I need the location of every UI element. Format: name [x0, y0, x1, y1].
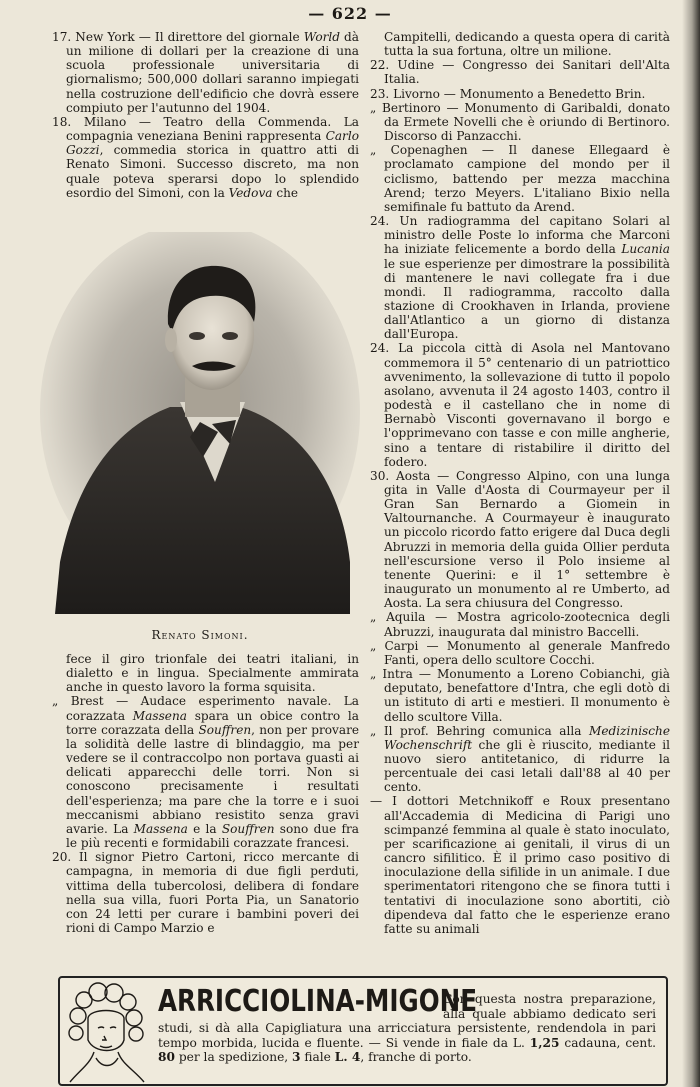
chronicle-entry: 24. La piccola città di Asola nel Mantovano commemora il 5° centenario di un patriottico avvenimento, la sollevazione di tutto il popolo asolano, avvenuta il 24 agosto 1403, contro il podestà e il castellano che in nome di Bernabò Visconti governavano il borgo e l'opprimevano con tasse e con mille angherie, sino a tentare di ristabilire il diritto del fodero. — [370, 341, 670, 469]
chronicle-entry: „ Il prof. Behring comunica alla Medizinische Wochenschrift che gli è riuscito, mediante il nuovo siero antitetanico, di ridurre la percentuale dei casi letali dall'88 al 40 per cento. — [370, 723, 670, 795]
chronicle-entry: 30. Aosta — Congresso Alpino, con una lunga gita in Valle d'Aosta di Courmayeur per il Gran San Bernardo a Giomein in Valtournanche. A Courmayeur è inaugurato un piccolo ricordo fatto erigere dal Duca degli Abruzzi in memoria della guida Ollier perduta nell'escursione verso il Polo insieme al tenente Querini: e il 1° settembre è inaugurato un monumento al re Umberto, ad Aosta. La sera chiusura del Congresso. — [370, 468, 670, 611]
chronicle-entry: „ Aquila — Mostra agricolo-zootecnica degli Abruzzi, inaugurata dal ministro Baccelli. — [370, 610, 670, 639]
chronicle-entry: Campitelli, dedicando a questa opera di carità tutta la sua fortuna, oltre un milione. — [384, 30, 670, 59]
ad-body-text — [158, 992, 656, 1065]
chronicle-entry: „ Brest — Audace esperimento navale. La corazzata Massena spara un obice contro la torre corazzata della Souffren, non per provare la solidità delle lastre di blindaggio, ma per vedere se il contraccolpo non portava guasti ai delicati apparecchi delle torri. Non si conoscono precisamente i resultati dell'esperienza; ma pare che la torre e i suoi meccanismi abbiano resistito senza gravi avarie. La Massena e la Souffren sono due fra le più recenti e formidabili corazzate francesi. — [52, 694, 360, 851]
portrait-caption: Renato Simoni. — [151, 628, 249, 642]
left-column-top — [52, 30, 359, 200]
woman-portrait-illustration — [60, 978, 152, 1084]
page-number: — 622 — — [308, 4, 392, 23]
chronicle-entry: „ Bertinoro — Monumento di Garibaldi, donato da Ermete Novelli che è oriundo di Bertinoro. Discorso di Panzacchi. — [370, 100, 670, 144]
ad-brand-name: ARRICCIOLINA-MIGONE — [158, 984, 478, 1019]
page-binding-shadow — [682, 0, 700, 1087]
chronicle-entry: 18. Milano — Teatro della Commenda. La compagnia veneziana Benini rappresenta Carlo Gozzi, commedia storica in quattro atti di Renato Simoni. Successo discreto, ma non quale poteva sperarsi dopo lo splendido esordio del Simoni, con la Vedova che — [52, 114, 359, 200]
chronicle-entry: — I dottori Metchnikoff e Roux presentano all'Accademia di Medicina di Parigi uno scimpanzé femmina al quale è stato inoculato, per scarificazione ai genitali, il virus di un cancro sifilitico. È il primo caso positivo di inoculazione della sifilide in un animale. I due sperimentatori ritengono che se finora tutti i tentativi di inoculazione sono abortiti, ciò dipendeva dal fatto che le esperienze erano fatte su animali — [370, 794, 670, 936]
advertisement — [58, 976, 668, 1086]
right-column — [370, 30, 670, 936]
chronicle-entry: „ Carpi — Monumento al generale Manfredo Fanti, opera dello scultore Cocchi. — [370, 638, 670, 667]
chronicle-entry: 23. Livorno — Monumento a Benedetto Brin. — [370, 86, 646, 101]
chronicle-entry: 20. Il signor Pietro Cartoni, ricco mercante di campagna, in memoria di due figli perduti, vittima della tubercolosi, delibera di fondare nella sua villa, fuori Porta Pia, un Sanatorio con 24 letti per curare i bambini poveri dei rioni di Campo Marzio e — [52, 850, 359, 935]
chronicle-entry: fece il giro trionfale dei teatri italiani, in dialetto e in lingua. Specialmente ammirata anche in questo lavoro la forma squisita. — [66, 652, 359, 695]
ad-copy: Con questa nostra preparazione, alla quale abbiamo dedicato seri studi, si dà alla Capigliatura una arricciatura persistente, rendendola in pari tempo morbida, lucida e fluente. — Si vende in fiale da L. 1,25 cadauna, cent. 80 per la spedizione, 3 fiale L. 4, franche di porto. — [158, 992, 657, 1064]
chronicle-entry: 17. New York — Il direttore del giornale World dà un milione di dollari per la creazione di una scuola professionale universitaria di giornalismo; 500,000 dollari saranno impiegati nella costruzione dell'edificio che dovrà essere compiuto per l'autunno del 1904. — [52, 30, 359, 115]
chronicle-entry: „ Intra — Monumento a Loreno Cobianchi, già deputato, benefattore d'Intra, che egli dotò di un istituto di arti e mestieri. Il monumento è dello scultore Villa. — [370, 667, 670, 724]
chronicle-entry: 24. Un radiogramma del capitano Solari al ministro delle Poste lo informa che Marconi ha iniziate felicemente a bordo della Lucania le sue esperienze per dimostrare la possibilità di mantenere le navi collegate fra i due mondi. Il radiogramma, raccolto dalla stazione di Crookhaven in Irlanda, proviene dall'Atlantico a un giorno di distanza dall'Europa. — [370, 214, 670, 342]
portrait-photo — [40, 232, 360, 614]
left-column-bottom — [52, 652, 359, 935]
chronicle-entry: „ Copenaghen — Il danese Ellegaard è proclamato campione del mondo per il ciclismo, battendo per mezza macchina Arend; terzo Meyers. L'italiano Bixio nella semifinale fu battuto da Arend. — [370, 143, 670, 214]
chronicle-entry: 22. Udine — Congresso dei Sanitari dell'Alta Italia. — [370, 58, 670, 87]
